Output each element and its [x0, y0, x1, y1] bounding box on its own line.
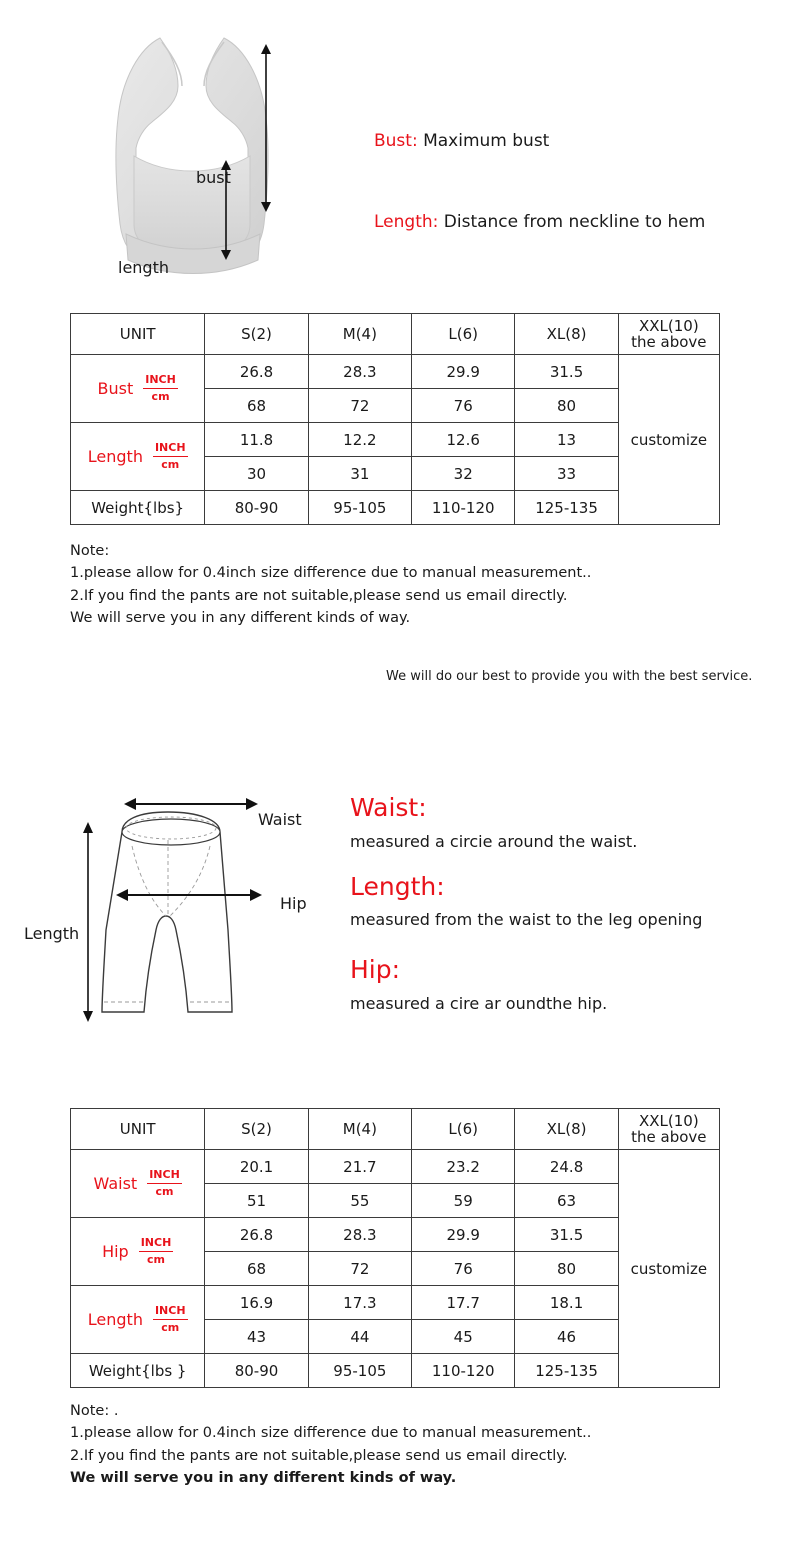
- header-xxl-line2: the above: [631, 1128, 707, 1146]
- cell-bust-cm-s: 68: [205, 389, 308, 423]
- unit-cm: cm: [161, 1321, 180, 1334]
- cell-waist-cm-l: 59: [412, 1184, 515, 1218]
- unit-cm: cm: [155, 1185, 174, 1198]
- waist-measure-label: Waist: [258, 810, 302, 829]
- cell-weight-s: 80-90: [205, 491, 308, 525]
- cell-slength-inch-xl: 18.1: [515, 1286, 618, 1320]
- table-header-row: [71, 314, 720, 355]
- bust-definition-term: Bust:: [374, 131, 418, 151]
- length-definition-text: Distance from neckline to hem: [438, 212, 706, 232]
- shorts-length-definition-text: measured from the waist to the leg opening: [350, 910, 703, 929]
- cell-waist-inch-xl: 24.8: [515, 1150, 618, 1184]
- cell-bust-inch-s: 26.8: [205, 355, 308, 389]
- unit-inch: INCH: [153, 1304, 188, 1320]
- customize-cell: customize: [618, 355, 719, 525]
- header-xl: XL(8): [515, 314, 618, 355]
- cell-waist-cm-s: 51: [205, 1184, 308, 1218]
- cell-length-inch-xl: 13: [515, 423, 618, 457]
- shorts-length-definition-term: Length:: [350, 872, 445, 901]
- header-s: S(2): [205, 1109, 308, 1150]
- service-promise-line: We will do our best to provide you with the best service.: [386, 669, 753, 684]
- hip-definition-term: Hip:: [350, 955, 401, 984]
- cell-waist-inch-s: 20.1: [205, 1150, 308, 1184]
- top-size-table: [70, 313, 720, 525]
- row-label-waist: [71, 1150, 205, 1218]
- cell-bust-cm-xl: 80: [515, 389, 618, 423]
- header-m: M(4): [308, 314, 411, 355]
- top-note-line-1: 1.please allow for 0.4inch size difference due to manual measurement..: [70, 565, 592, 582]
- cell-slength-inch-l: 17.7: [412, 1286, 515, 1320]
- header-l: L(6): [412, 1109, 515, 1150]
- row-label-weight: Weight{lbs }: [71, 1354, 205, 1388]
- cell-hip-inch-xl: 31.5: [515, 1218, 618, 1252]
- shorts-illustration: [60, 780, 350, 1050]
- length-measure-label: length: [118, 258, 169, 277]
- cell-length-inch-l: 12.6: [412, 423, 515, 457]
- cell-hip-cm-m: 72: [308, 1252, 411, 1286]
- cell-hip-cm-xl: 80: [515, 1252, 618, 1286]
- unit-inch: INCH: [139, 1236, 174, 1252]
- header-xxl-line2: the above: [631, 333, 707, 351]
- cell-waist-cm-m: 55: [308, 1184, 411, 1218]
- table-row: [71, 1150, 720, 1184]
- header-xxl-line1: XXL(10): [639, 316, 699, 335]
- bust-definition: [374, 131, 549, 151]
- header-xl: XL(8): [515, 1109, 618, 1150]
- cell-bust-cm-l: 76: [412, 389, 515, 423]
- header-xxl: [618, 314, 719, 355]
- cell-hip-inch-m: 28.3: [308, 1218, 411, 1252]
- header-unit: UNIT: [71, 314, 205, 355]
- cell-weight-m: 95-105: [308, 491, 411, 525]
- header-xxl: [618, 1109, 719, 1150]
- header-xxl-line1: XXL(10): [639, 1111, 699, 1130]
- waist-definition-term: Waist:: [350, 793, 427, 822]
- cell-waist-inch-m: 21.7: [308, 1150, 411, 1184]
- unit-inch: INCH: [143, 373, 178, 389]
- cell-hip-cm-s: 68: [205, 1252, 308, 1286]
- row-name-bust: Bust: [97, 379, 134, 398]
- length-definition: [374, 212, 705, 232]
- unit-inch: INCH: [153, 441, 188, 457]
- unit-cm: cm: [151, 390, 170, 403]
- cell-slength-cm-s: 43: [205, 1320, 308, 1354]
- row-name-hip: Hip: [102, 1242, 129, 1261]
- cell-weight-l: 110-120: [412, 491, 515, 525]
- unit-cm: cm: [147, 1253, 165, 1266]
- top-note-line-3: We will serve you in any different kinds of way.: [70, 610, 411, 627]
- cell-hip-inch-s: 26.8: [205, 1218, 308, 1252]
- bust-definition-text: Maximum bust: [417, 131, 550, 151]
- hip-definition-text: measured a cire ar oundthe hip.: [350, 994, 608, 1013]
- top-note-title: Note:: [70, 543, 110, 559]
- header-m: M(4): [308, 1109, 411, 1150]
- customize-cell: customize: [618, 1150, 719, 1388]
- cell-slength-cm-l: 45: [412, 1320, 515, 1354]
- cell-length-cm-m: 31: [308, 457, 411, 491]
- cell-bust-cm-m: 72: [308, 389, 411, 423]
- cell-bust-inch-xl: 31.5: [515, 355, 618, 389]
- bottom-note-block: [70, 1400, 591, 1490]
- row-label-weight: Weight{lbs}: [71, 491, 205, 525]
- bottom-note-line-1: 1.please allow for 0.4inch size difference due to manual measurement..: [70, 1425, 592, 1442]
- table-header-row: [71, 1109, 720, 1150]
- cell-length-cm-l: 32: [412, 457, 515, 491]
- bottom-note-line-3: We will serve you in any different kinds of way.: [70, 1470, 457, 1487]
- cell-weight-xl: 125-135: [515, 491, 618, 525]
- cell-length-cm-xl: 33: [515, 457, 618, 491]
- cell-waist-cm-xl: 63: [515, 1184, 618, 1218]
- hip-measure-label: Hip: [280, 894, 307, 913]
- waist-definition-text: measured a circie around the waist.: [350, 832, 638, 851]
- unit-inch: INCH: [147, 1168, 182, 1184]
- top-note-block: [70, 540, 591, 630]
- row-name-shorts-length: Length: [87, 1310, 143, 1329]
- unit-cm: cm: [161, 458, 180, 471]
- cell-slength-cm-xl: 46: [515, 1320, 618, 1354]
- row-label-hip: [71, 1218, 205, 1286]
- header-unit: UNIT: [71, 1109, 205, 1150]
- row-label-length: [71, 423, 205, 491]
- cell-slength-inch-s: 16.9: [205, 1286, 308, 1320]
- row-name-length: Length: [87, 447, 143, 466]
- cell-slength-inch-m: 17.3: [308, 1286, 411, 1320]
- cell-weight-s: 80-90: [205, 1354, 308, 1388]
- row-label-shorts-length: [71, 1286, 205, 1354]
- sports-bra-illustration: [78, 28, 338, 288]
- cell-length-inch-m: 12.2: [308, 423, 411, 457]
- cell-length-inch-s: 11.8: [205, 423, 308, 457]
- cell-weight-l: 110-120: [412, 1354, 515, 1388]
- header-l: L(6): [412, 314, 515, 355]
- table-row: [71, 355, 720, 389]
- shorts-length-measure-label: Length: [24, 924, 80, 943]
- bottom-size-table: [70, 1108, 720, 1388]
- row-name-waist: Waist: [93, 1174, 138, 1193]
- cell-slength-cm-m: 44: [308, 1320, 411, 1354]
- length-definition-term: Length:: [374, 212, 439, 232]
- cell-length-cm-s: 30: [205, 457, 308, 491]
- cell-hip-cm-l: 76: [412, 1252, 515, 1286]
- cell-waist-inch-l: 23.2: [412, 1150, 515, 1184]
- top-note-line-2: 2.If you find the pants are not suitable,please send us email directly.: [70, 587, 568, 604]
- row-label-bust: [71, 355, 205, 423]
- bust-measure-label: bust: [196, 168, 231, 187]
- cell-hip-inch-l: 29.9: [412, 1218, 515, 1252]
- cell-bust-inch-l: 29.9: [412, 355, 515, 389]
- bottom-note-title: Note: .: [70, 1403, 119, 1419]
- bottom-note-line-2: 2.If you find the pants are not suitable,please send us email directly.: [70, 1447, 568, 1464]
- header-s: S(2): [205, 314, 308, 355]
- cell-weight-m: 95-105: [308, 1354, 411, 1388]
- cell-weight-xl: 125-135: [515, 1354, 618, 1388]
- cell-bust-inch-m: 28.3: [308, 355, 411, 389]
